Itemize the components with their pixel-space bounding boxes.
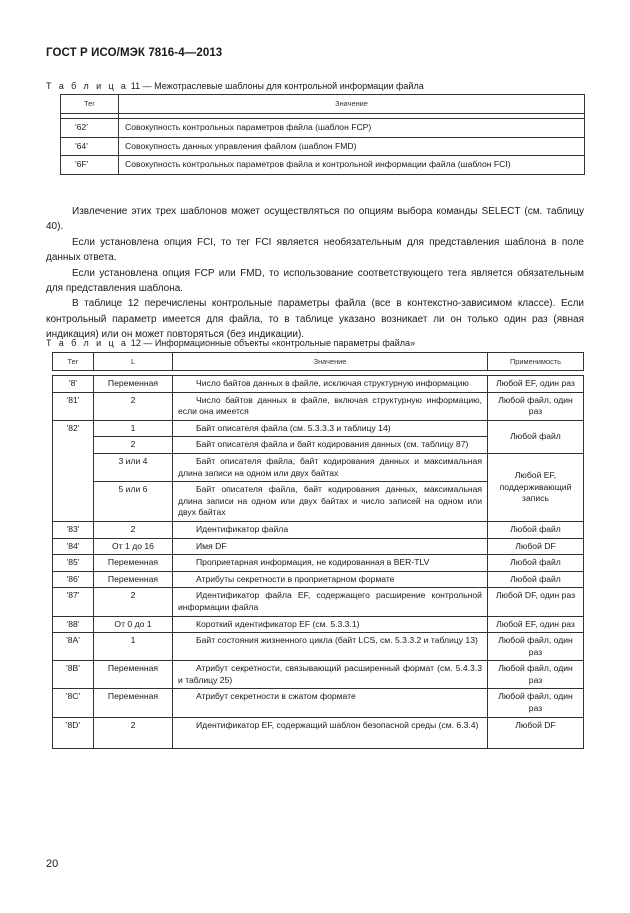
- table12-length: 2: [94, 521, 173, 538]
- table11-caption: [46, 81, 424, 91]
- table11-header-value: Значение: [119, 95, 585, 114]
- table-row: [53, 555, 584, 572]
- table-row: [53, 392, 584, 420]
- table12-header-value: Значение: [173, 353, 488, 371]
- table12-length: 2: [94, 392, 173, 420]
- table12-length: Переменная: [94, 661, 173, 689]
- table11-tag: '6F': [61, 156, 119, 175]
- table12-tag: '8A': [53, 633, 94, 661]
- table-row: [61, 119, 585, 138]
- table-row: [53, 633, 584, 661]
- table12-header-applicability: Применимость: [488, 353, 584, 371]
- table12-tag: '8C': [53, 689, 94, 717]
- table12-value: Байт описателя файла (см. 5.3.3.3 и таблицу 14): [173, 420, 488, 437]
- table12: [52, 352, 584, 749]
- table12-value: Байт состояния жизненного цикла (байт LCS, см. 5.3.3.2 и таблицу 13): [173, 633, 488, 661]
- table-row: [53, 376, 584, 393]
- table11: [60, 94, 585, 175]
- table12-tag: '86': [53, 571, 94, 588]
- table12-tag: '87': [53, 588, 94, 616]
- table12-value: Атрибуты секретности в проприетарном формате: [173, 571, 488, 588]
- table12-length: Переменная: [94, 376, 173, 393]
- table12-applicability: Любой файл, один раз: [488, 689, 584, 717]
- table12-tag: '84': [53, 538, 94, 555]
- table12-length: 1: [94, 633, 173, 661]
- table12-value: Число байтов данных в файле, исключая структурную информацию: [173, 376, 488, 393]
- table11-tag: '62': [61, 119, 119, 138]
- table12-length: 2: [94, 437, 173, 454]
- table12-applicability: Любой EF, поддерживающий запись: [488, 453, 584, 521]
- table12-value: Идентификатор файла EF, содержащего расширение контрольной информации файла: [173, 588, 488, 616]
- table12-length: 2: [94, 717, 173, 748]
- table12-applicability: Любой DF: [488, 717, 584, 748]
- table11-value: Совокупность контрольных параметров файла и контрольной информации файла (шаблон FCI): [119, 156, 585, 175]
- table12-applicability: Любой EF, один раз: [488, 376, 584, 393]
- paragraph: В таблице 12 перечислены контрольные параметры файла (все в контекстно-зависимом классе). Если контрольный параметр имеется для файла, то в таблице указано возникает ли он только один раз (явная индикация) или он может повторяться (без индикации).: [46, 298, 584, 341]
- table12-length: Переменная: [94, 571, 173, 588]
- table-row: [53, 538, 584, 555]
- table12-tag: '8D': [53, 717, 94, 748]
- table12-value: Короткий идентификатор EF (см. 5.3.3.1): [173, 616, 488, 633]
- table12-length: 5 или 6: [94, 482, 173, 522]
- table12-value: Проприетарная информация, не кодированная в BER-TLV: [173, 555, 488, 572]
- table12-applicability: Любой файл, один раз: [488, 661, 584, 689]
- table-row: [53, 453, 584, 481]
- table12-applicability: Любой EF, один раз: [488, 616, 584, 633]
- table-row: [53, 689, 584, 717]
- table12-length: Переменная: [94, 555, 173, 572]
- table12-applicability: Любой файл: [488, 571, 584, 588]
- table12-value: Байт описателя файла, байт кодирования данных, максимальная длина записи на одном или двух байтах и число записей на одном или двух байтах: [173, 482, 488, 522]
- table-row: [61, 137, 585, 156]
- table12-length: 2: [94, 588, 173, 616]
- body-paragraphs: [46, 204, 584, 343]
- table12-value: Атрибут секретности, связывающий расширенный формат (см. 5.4.3.3 и таблицу 25): [173, 661, 488, 689]
- table-row: [61, 156, 585, 175]
- table12-tag: '82': [53, 420, 94, 521]
- paragraph: Если установлена опция FCP или FMD, то использование соответствующего тега является обязательным для представления шаблона.: [46, 267, 584, 295]
- table12-applicability: Любой DF: [488, 538, 584, 555]
- table11-value: Совокупность данных управления файлом (шаблон FMD): [119, 137, 585, 156]
- table12-tag: '83': [53, 521, 94, 538]
- table12-header-tag: Тег: [53, 353, 94, 371]
- table12-caption: [46, 338, 415, 348]
- table12-applicability: Любой файл, один раз: [488, 392, 584, 420]
- table-row: [53, 588, 584, 616]
- standard-header: ГОСТ Р ИСО/МЭК 7816-4—2013: [46, 47, 223, 59]
- table12-value: Байт описателя файла и байт кодирования данных (см. таблицу 87): [173, 437, 488, 454]
- table12-caption-text: 12 — Информационные объекты «контрольные параметры файла»: [130, 338, 416, 348]
- table12-value: Идентификатор файла: [173, 521, 488, 538]
- table11-value: Совокупность контрольных параметров файла (шаблон FCP): [119, 119, 585, 138]
- table12-value: Идентификатор EF, содержащий шаблон безопасной среды (см. 6.3.4): [173, 717, 488, 748]
- table12-applicability: Любой DF, один раз: [488, 588, 584, 616]
- table12-tag: '8B': [53, 661, 94, 689]
- table12-header-l: L: [94, 353, 173, 371]
- table11-caption-text: 11 — Межотраслевые шаблоны для контрольной информации файла: [130, 81, 424, 91]
- table12-tag: '85': [53, 555, 94, 572]
- table-row: [53, 521, 584, 538]
- table12-tag: '81': [53, 392, 94, 420]
- table12-length: От 1 до 16: [94, 538, 173, 555]
- table12-tag: '88': [53, 616, 94, 633]
- table12-value: Имя DF: [173, 538, 488, 555]
- table11-header-tag: Тег: [61, 95, 119, 114]
- table12-tag: '8': [53, 376, 94, 393]
- table12-value: Байт описателя файла, байт кодирования данных и максимальная длина записи на одном или двух байтах: [173, 453, 488, 481]
- table12-length: От 0 до 1: [94, 616, 173, 633]
- page-number: 20: [46, 858, 59, 870]
- table12-value: Число байтов данных в файле, включая структурную информацию, если она имеется: [173, 392, 488, 420]
- table12-applicability: Любой файл, один раз: [488, 633, 584, 661]
- table-row: [53, 717, 584, 748]
- paragraph: Извлечение этих трех шаблонов может осуществляться по опциям выбора команды SELECT (см. таблицу 40).: [46, 206, 584, 233]
- table12-applicability: Любой файл: [488, 420, 584, 453]
- table12-applicability: Любой файл: [488, 521, 584, 538]
- table12-applicability: Любой файл: [488, 555, 584, 572]
- table-row: [53, 420, 584, 437]
- table11-tag: '64': [61, 137, 119, 156]
- table-row: [53, 571, 584, 588]
- table-row: [53, 616, 584, 633]
- table12-caption-prefix: Т а б л и ц а: [46, 338, 129, 348]
- table-row: [53, 661, 584, 689]
- table11-caption-prefix: Т а б л и ц а: [46, 81, 129, 91]
- table12-length: 3 или 4: [94, 453, 173, 481]
- table12-value: Атрибут секретности в сжатом формате: [173, 689, 488, 717]
- paragraph: Если установлена опция FCI, то тег FCI является необязательным для представления шаблона в поле данных ответа.: [46, 236, 584, 264]
- table12-length: 1: [94, 420, 173, 437]
- table12-length: Переменная: [94, 689, 173, 717]
